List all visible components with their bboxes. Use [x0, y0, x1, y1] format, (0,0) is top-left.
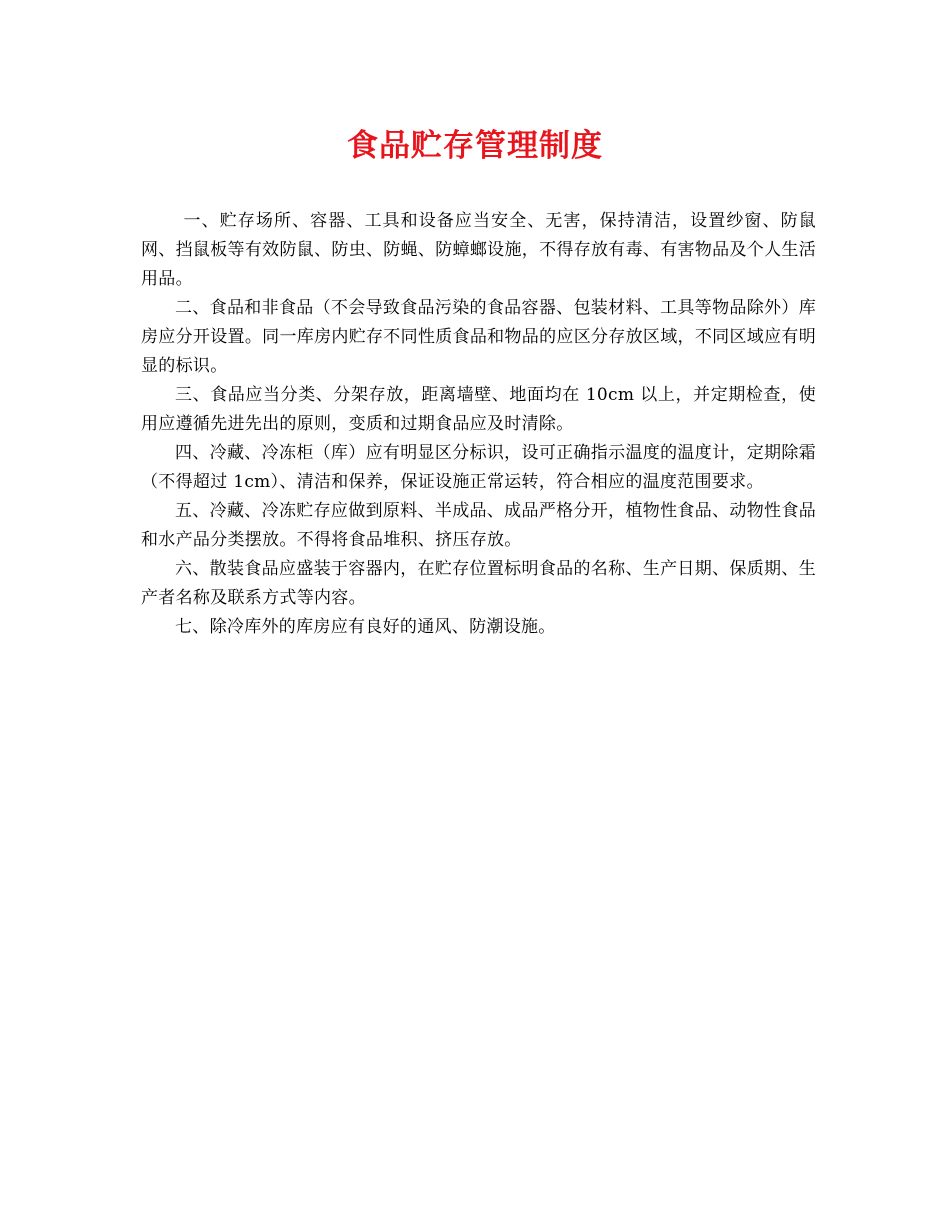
- paragraph-3: 三、食品应当分类、分架存放，距离墙壁、地面均在 10cm 以上，并定期检查，使用应遵循先进先出的原则，变质和过期食品应及时清除。: [141, 385, 816, 434]
- paragraph-6: 六、散装食品应盛装于容器内，在贮存位置标明食品的名称、生产日期、保质期、生产者名称及联系方式等内容。: [141, 559, 816, 608]
- paragraph-4: 四、冷藏、冷冻柜（库）应有明显区分标识，设可正确指示温度的温度计，定期除霜（不得超过 1cm）、清洁和保养，保证设施正常运转，符合相应的温度范围要求。: [141, 443, 816, 492]
- document-body: [141, 207, 816, 642]
- paragraph-1: 一、贮存场所、容器、工具和设备应当安全、无害，保持清洁，设置纱窗、防鼠网、挡鼠板等有效防鼠、防虫、防蝇、防蟑螂设施，不得存放有毒、有害物品及个人生活用品。: [141, 211, 816, 289]
- paragraph-7: 七、除冷库外的库房应有良好的通风、防潮设施。: [175, 617, 556, 637]
- paragraph-5: 五、冷藏、冷冻贮存应做到原料、半成品、成品严格分开，植物性食品、动物性食品和水产品分类摆放。不得将食品堆积、挤压存放。: [141, 501, 816, 550]
- document-title: 食品贮存管理制度: [347, 128, 603, 164]
- paragraph-2: 二、食品和非食品（不会导致食品污染的食品容器、包装材料、工具等物品除外）库房应分开设置。同一库房内贮存不同性质食品和物品的应区分存放区域，不同区域应有明显的标识。: [141, 298, 816, 376]
